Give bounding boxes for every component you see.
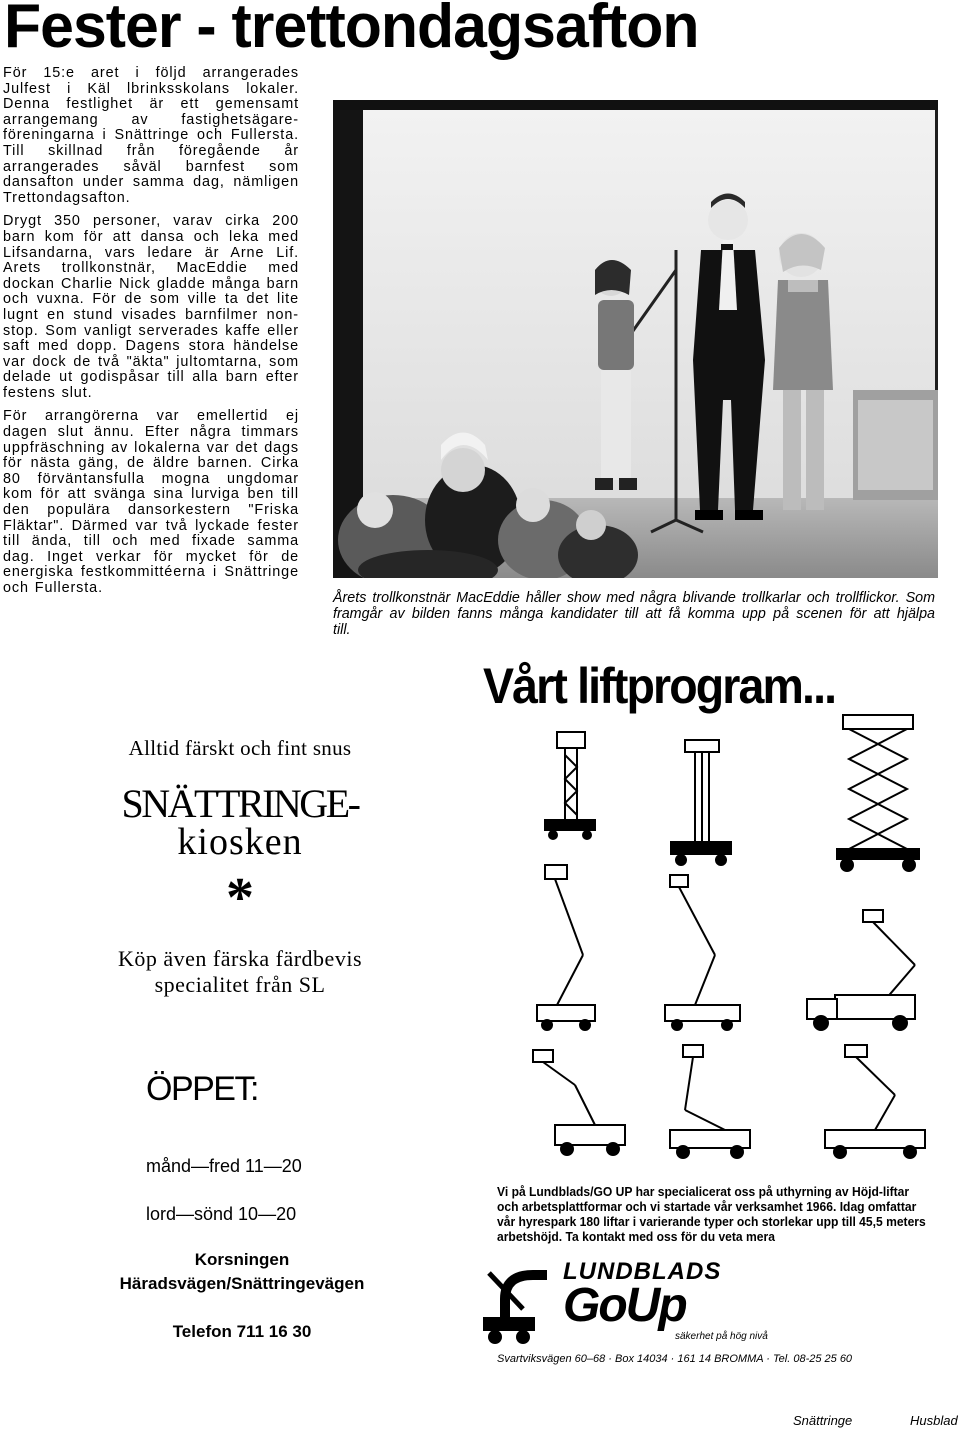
lift-ad-logo-text: GoUp [563, 1279, 686, 1332]
headline: Fester - trettondagsafton [4, 0, 699, 61]
lift-ad [475, 655, 955, 1375]
kiosk-name-line1: SNÄTTRINGE- [121, 781, 359, 826]
kiosk-hours-weekdays: månd—fred 11—20 [146, 1156, 302, 1176]
kiosk-phone: Telefon 711 16 30 [172, 1322, 312, 1341]
kiosk-name-line2: kiosken [177, 821, 303, 863]
lift-illustrations [475, 655, 955, 1175]
article-body [3, 66, 299, 605]
kiosk-location-line1: Korsningen [194, 1250, 290, 1269]
stage-photo [333, 100, 938, 578]
kiosk-open-label: ÖPPET: [146, 1070, 258, 1108]
article-paragraph: För arrangörerna var emellertid ej dagen slut ännu. Efter några timmars uppfräschning av lokalerna var det dags för nästa gäng, de äldre barnen. Cirka 80 förväntansfulla mogna ungdomar kom för att svänga sina lurviga ben till den populära dansorkestern "Friska Fläktar". Därmed var två lyckade fester till ända, till och med fixade samma dag. Inget verkar för mycket för de energiska festkommittéerna i Snättringe och Fullersta. [3, 408, 299, 596]
kiosk-tagline: Alltid färskt och fint snus [128, 736, 352, 760]
lift-ad-body: Vi på Lundblads/GO UP har specialicerat oss på uthyrning av Höjd-liftar och arbetsplattformar och vi startade vår verksamhet 1966. Idag omfattar vår hyrespark 180 liftar i varierande typer och storlekar upp till 45,5 meters arbetshöjd. Ta kontakt med oss för du veta mera [497, 1185, 926, 1244]
kiosk-offer-line2: specialitet från SL [154, 972, 326, 997]
footer-area: Snättringe [793, 1413, 853, 1428]
photo-caption: Årets trollkonstnär MacEddie håller show med några blivande trollkarlar och trollflickor. Som framgår av bilden fanns många kandidater till att få komma upp på scenen för att hjälpa till. [333, 590, 935, 638]
kiosk-location-line2: Häradsvägen/Snättringevägen [119, 1274, 365, 1293]
kiosk-ad [0, 720, 480, 1360]
lift-ad-brand: LUNDBLADS [563, 1258, 722, 1285]
lift-ad-slogan: säkerhet på hög nivå [675, 1331, 768, 1342]
star-icon: * [226, 867, 254, 929]
lift-ad-address: Svartviksvägen 60–68 · Box 14034 · 161 14 BROMMA · Tel. 08-25 25 60 [497, 1353, 853, 1365]
lift-ad-headline: Vårt liftprogram... [483, 658, 836, 714]
article-paragraph: För 15:e aret i följd arrangerades Julfest i Käl lbrinksskolans lokaler. Denna festlighet är ett gemensamt arrangemang av fastighetsägare-föreningarna i Snättringe och Fullersta. Till skillnad från föregående år arrangerades såväl barnfest som dansafton under samma dag, nämligen Trettondagsafton. [3, 65, 299, 206]
article-paragraph: Drygt 350 personer, varav cirka 200 barn kom för att dansa och leka med Lifsandarna, vars ledare är Arne Lif. Arets trollkonstnär, MacEddie med dockan Charlie Nick gladde många barn och vuxna. För de som ville ta det lite lugnt en stund visades barnfilmer non-stop. Som vanligt serverades kaffe eller saft med dopp. Dagens stora händelse var dock de två "äkta" jultomtarna, som delade ut godispåsar till alla barn efter festens slut. [3, 213, 299, 401]
kiosk-hours-weekend: lord—sönd 10—20 [146, 1204, 297, 1224]
footer-publication: Husblad [910, 1413, 958, 1428]
kiosk-offer-line1: Köp även färska färdbevis [117, 946, 362, 971]
